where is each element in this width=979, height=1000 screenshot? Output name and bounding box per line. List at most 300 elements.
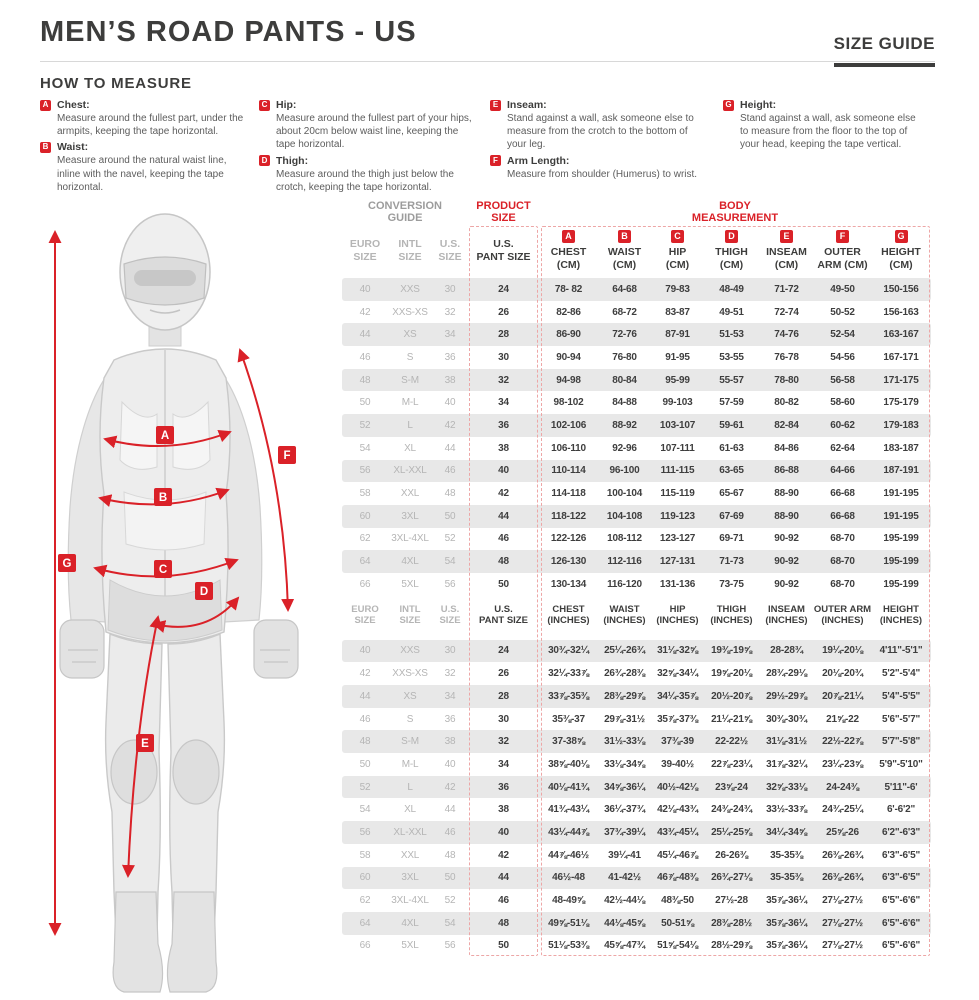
table-cell: 53-55 xyxy=(719,351,744,363)
measure-item-head xyxy=(490,99,709,111)
table-cell: 34¼-35⅞ xyxy=(657,690,698,702)
table-cell: 44⅞-46½ xyxy=(548,849,589,861)
how-to-measure-heading: HOW TO MEASURE xyxy=(40,75,192,92)
table-cell: 46 xyxy=(444,826,456,838)
table-cell: 112-116 xyxy=(607,556,642,568)
table-cell: 46 xyxy=(359,713,371,725)
table-cell: 38 xyxy=(498,804,509,816)
table-cell: 30 xyxy=(444,283,456,295)
table-cell: XXS-XS xyxy=(392,306,428,318)
table-cell: 36 xyxy=(444,713,456,725)
table-cell: 48⅜-50 xyxy=(661,895,694,907)
table-cell: 23¼-23⅝ xyxy=(822,758,863,770)
conversion-guide-header: CONVERSION GUIDE xyxy=(368,200,442,225)
table-cell: 65-67 xyxy=(719,488,744,500)
table-row xyxy=(342,505,931,528)
table-cell: 20⅞-21¼ xyxy=(822,690,863,702)
table-cell: 95-99 xyxy=(665,374,690,386)
table-cell: 44 xyxy=(444,442,456,454)
figure-label-arm: F xyxy=(283,450,291,462)
table-cell: 4XL xyxy=(401,917,419,929)
table-cell: 84-88 xyxy=(612,397,637,409)
table-cell: XL xyxy=(404,442,416,454)
table-row xyxy=(342,685,931,708)
table-cell: 42 xyxy=(359,306,371,318)
table-cell: 84-86 xyxy=(774,442,799,454)
table-row xyxy=(342,437,931,460)
column-header-line2: SIZE xyxy=(354,615,376,627)
table-cell: 42½-44⅛ xyxy=(604,895,645,907)
column-header xyxy=(388,238,432,268)
table-cell: 36 xyxy=(444,351,456,363)
table-cell: XL-XXL xyxy=(393,826,427,838)
table-cell: 64-66 xyxy=(830,465,855,477)
table-cell: 42 xyxy=(444,419,456,431)
table-cell: 22-22½ xyxy=(715,736,748,748)
table-cell: 59-61 xyxy=(719,419,744,431)
figure-label-waist: B xyxy=(158,492,168,504)
table-cell: 30 xyxy=(498,713,509,725)
table-cell: S xyxy=(406,713,414,725)
table-cell: 28½-29⅞ xyxy=(711,940,752,952)
column-header-line2: (CM) xyxy=(556,258,581,271)
size-table-rows xyxy=(342,228,931,957)
table-cell: 34¼-34⅝ xyxy=(766,826,807,838)
table-cell: S xyxy=(406,351,414,363)
measure-item-text: Measure around the fullest part, under the armpits, keeping the tape horizontal. xyxy=(57,113,244,138)
table-cell: 40 xyxy=(444,758,456,770)
table-cell: 76-80 xyxy=(612,351,637,363)
table-cell: 35-35⅜ xyxy=(770,849,803,861)
column-header-line2: (INCHES) xyxy=(547,615,590,627)
table-row xyxy=(342,708,931,731)
column-header-line1: HIP xyxy=(669,603,686,615)
column-header xyxy=(814,604,871,631)
table-cell: 104-108 xyxy=(606,510,643,522)
table-cell: L xyxy=(407,419,413,431)
measure-item-head xyxy=(723,99,926,111)
product-size-header: PRODUCT SIZE xyxy=(476,200,531,225)
table-cell: 130-134 xyxy=(550,578,587,590)
figure-label-thigh: D xyxy=(199,586,209,598)
table-cell: 32⅝-33⅛ xyxy=(766,781,807,793)
table-cell: 86-88 xyxy=(774,465,799,477)
column-header xyxy=(704,230,759,276)
table-cell: 27⅛-27½ xyxy=(822,895,863,907)
table-cell: 36 xyxy=(498,419,509,431)
table-cell: 50 xyxy=(359,397,371,409)
table-cell: 26⅜-26¾ xyxy=(822,849,863,861)
table-cell: 88-90 xyxy=(774,488,799,500)
table-cell: 46 xyxy=(359,351,371,363)
table-cell: XL xyxy=(404,804,416,816)
table-cell: 31⅛-31½ xyxy=(766,736,807,748)
table-cell: 72-74 xyxy=(774,306,799,318)
table-cell: 83-87 xyxy=(665,306,690,318)
column-header-line2: (INCHES) xyxy=(821,615,864,627)
column-header-line2: SIZE xyxy=(399,615,421,627)
letter-badge-e: E xyxy=(780,230,793,243)
column-header xyxy=(539,604,598,631)
column-header-line1: EURO xyxy=(349,238,381,251)
column-header-line2: (INCHES) xyxy=(603,615,646,627)
table-cell: 35⅞-36¼ xyxy=(766,895,807,907)
table-cell: 91-95 xyxy=(665,351,690,363)
table-cell: 66-68 xyxy=(830,510,855,522)
table-cell: 195-199 xyxy=(883,556,919,568)
measure-item-text: Measure from shoulder (Humerus) to wrist. xyxy=(507,168,698,180)
column-header-line2: (INCHES) xyxy=(879,615,923,627)
letter-badge-f: F xyxy=(836,230,849,243)
table-cell: 98-102 xyxy=(553,397,584,409)
table-cell: 60 xyxy=(359,510,371,522)
table-cell: 50 xyxy=(444,872,456,884)
table-cell: 119-123 xyxy=(660,510,695,522)
table-cell: 44 xyxy=(359,329,371,341)
table-cell: 6'-6'2" xyxy=(886,804,916,816)
column-header-line2: PANT SIZE xyxy=(479,615,528,627)
table-cell: 5'4"-5'5" xyxy=(881,690,920,702)
table-cell: 99-103 xyxy=(662,397,693,409)
table-row xyxy=(342,550,931,573)
table-cell: 57-59 xyxy=(719,397,744,409)
table-cell: 40 xyxy=(444,397,456,409)
table-cell: 33½-33⅞ xyxy=(766,804,807,816)
table-cell: 66 xyxy=(359,940,371,952)
table-cell: 50-51⅝ xyxy=(661,917,694,929)
column-header-line2: SIZE xyxy=(398,250,422,263)
table-cell: 42 xyxy=(498,488,509,500)
table-cell: 52-54 xyxy=(830,329,855,341)
table-cell: 36¼-37¾ xyxy=(604,804,645,816)
table-cell: S-M xyxy=(401,736,419,748)
table-cell: 55-57 xyxy=(719,374,744,386)
table-cell: 118-122 xyxy=(551,510,586,522)
column-header-line1: U.S. xyxy=(439,238,461,251)
table-cell: 41-42½ xyxy=(608,872,641,884)
table-cell: 51-53 xyxy=(719,329,744,341)
table-cell: XXS xyxy=(400,283,420,295)
table-cell: 6'3"-6'5" xyxy=(881,872,920,884)
table-cell: 38⅝-40⅛ xyxy=(548,758,589,770)
measure-item-title: Inseam: xyxy=(507,99,547,111)
table-cell: 24¾-25¼ xyxy=(822,804,863,816)
table-cell: 30 xyxy=(444,645,456,657)
table-cell: XXL xyxy=(400,849,420,861)
letter-badge-c: C xyxy=(671,230,684,243)
table-cell: 26 xyxy=(498,306,509,318)
table-cell: 22½-22⅞ xyxy=(822,736,863,748)
table-cell: 94-98 xyxy=(556,374,581,386)
table-cell: 19⅝-20⅛ xyxy=(711,668,752,680)
table-cell: 123-127 xyxy=(659,533,696,545)
table-cell: S-M xyxy=(401,374,419,386)
table-cell: 56 xyxy=(359,465,371,477)
table-cell: 3XL xyxy=(401,510,419,522)
table-cell: 195-199 xyxy=(883,533,919,545)
table-cell: 34 xyxy=(444,329,456,341)
table-cell: 71-73 xyxy=(719,556,744,568)
column-header xyxy=(759,230,814,276)
column-header xyxy=(871,230,931,276)
table-cell: 27½-28 xyxy=(715,895,748,907)
table-group-header-row xyxy=(342,198,931,228)
table-cell: 60-62 xyxy=(830,419,855,431)
table-cell: 110-114 xyxy=(551,465,586,477)
table-cell: 52 xyxy=(359,419,371,431)
table-cell: 25¼-26¾ xyxy=(604,645,645,657)
table-cell: 34 xyxy=(498,758,509,770)
table-row xyxy=(342,482,931,505)
measure-item-title: Thigh: xyxy=(276,154,309,167)
table-cell: 163-167 xyxy=(883,329,919,341)
table-cell: 36 xyxy=(498,781,509,793)
table-cell: 43¼-44⅞ xyxy=(548,826,589,838)
table-cell: 56 xyxy=(359,826,371,838)
table-cell: 56-58 xyxy=(830,374,855,386)
measure-item-head xyxy=(40,99,245,111)
table-cell: 87-91 xyxy=(665,329,690,341)
table-cell: 49⅝-51⅛ xyxy=(548,917,589,929)
column-header-line2: (INCHES) xyxy=(710,615,753,627)
table-cell: 48 xyxy=(359,374,371,386)
table-cell: 48-49 xyxy=(719,283,744,295)
table-cell: 37⅜-39 xyxy=(661,736,694,748)
column-header-line1: HIP xyxy=(668,246,687,259)
table-cell: 37-38⅝ xyxy=(552,736,585,748)
table-cell: 24-24⅜ xyxy=(826,781,859,793)
table-cell: 40 xyxy=(498,465,509,477)
table-cell: 54 xyxy=(359,804,371,816)
table-cell: 42 xyxy=(359,668,371,680)
measure-item-hip xyxy=(259,99,476,152)
measure-grid xyxy=(40,99,940,197)
size-table xyxy=(342,198,931,958)
column-header xyxy=(759,604,814,631)
table-cell: 21¼-21⅝ xyxy=(711,713,752,725)
table-cell: 51⅝-54⅛ xyxy=(657,940,698,952)
table-cell: 28¾-29⅛ xyxy=(766,668,807,680)
column-header xyxy=(432,604,468,631)
table-cell: 78- 82 xyxy=(554,283,583,295)
table-cell: 26-26⅜ xyxy=(715,849,748,861)
table-cell: 71-72 xyxy=(774,283,799,295)
table-cell: 40 xyxy=(498,826,509,838)
table-header-row xyxy=(342,228,931,278)
column-header-line2: (INCHES) xyxy=(765,615,808,627)
column-header-line1: EURO xyxy=(351,603,379,615)
table-row xyxy=(342,528,931,551)
header-divider xyxy=(40,61,935,62)
table-cell: 63-65 xyxy=(719,465,744,477)
measure-item-text: Measure around the fullest part of your hips, about 20cm below waist line, keeping the tape horizontal. xyxy=(276,113,472,151)
table-cell: 107-111 xyxy=(660,442,695,454)
table-cell: M-L xyxy=(401,397,419,409)
table-cell: 26¾-27⅛ xyxy=(711,872,752,884)
table-cell: 50 xyxy=(498,578,509,590)
table-cell: 69-71 xyxy=(719,533,744,545)
column-header xyxy=(468,238,539,268)
table-cell: 73-75 xyxy=(719,578,744,590)
table-cell: 90-92 xyxy=(774,533,799,545)
table-cell: 126-130 xyxy=(550,556,587,568)
letter-badge-g: G xyxy=(895,230,908,243)
table-row xyxy=(342,821,931,844)
table-cell: 31⅞-32¼ xyxy=(766,758,807,770)
table-cell: 111-115 xyxy=(660,465,695,477)
table-row xyxy=(342,460,931,483)
column-header-line1: CHEST xyxy=(550,246,587,259)
table-cell: 54 xyxy=(444,556,456,568)
table-cell: 35⅞-37⅜ xyxy=(657,713,698,725)
measure-item-text: Stand against a wall, ask someone else to measure from the floor to the top of your head, keeping the tape vertical. xyxy=(740,113,916,151)
column-header-line1: WAIST xyxy=(609,603,640,615)
table-cell: 46 xyxy=(498,533,509,545)
column-header-line1: INTL xyxy=(398,238,422,251)
table-cell: 44 xyxy=(359,690,371,702)
measure-item-title: Arm Length: xyxy=(507,154,570,167)
column-header-line2: (CM) xyxy=(612,258,637,271)
table-cell: 44⅛-45⅝ xyxy=(604,917,645,929)
table-cell: 54 xyxy=(444,917,456,929)
table-cell: 34 xyxy=(498,397,509,409)
table-cell: 67-69 xyxy=(719,510,744,522)
table-cell: 30 xyxy=(498,351,509,363)
column-header xyxy=(342,604,388,631)
table-cell: 68-72 xyxy=(612,306,637,318)
table-row xyxy=(342,573,931,596)
measure-item-height xyxy=(723,99,926,152)
table-cell: XXS-XS xyxy=(392,668,428,680)
table-header-row xyxy=(342,596,931,640)
table-cell: 34 xyxy=(444,690,456,702)
measure-item-thigh xyxy=(259,155,476,194)
letter-badge-d: D xyxy=(259,155,270,166)
letter-badge-e: E xyxy=(490,100,501,111)
table-cell: 79-83 xyxy=(665,283,690,295)
table-cell: 46⅞-48⅜ xyxy=(657,872,698,884)
table-cell: XXS xyxy=(400,645,420,657)
table-cell: 43¾-45¼ xyxy=(657,826,698,838)
column-header-line1: INSEAM xyxy=(768,603,805,615)
size-guide-tab[interactable]: SIZE GUIDE xyxy=(834,34,935,67)
table-cell: 22⅞-23¼ xyxy=(711,758,752,770)
table-cell: 52 xyxy=(444,533,456,545)
column-header xyxy=(468,604,539,631)
column-header xyxy=(598,604,651,631)
table-cell: 5'9"-5'10" xyxy=(879,758,923,770)
column-header xyxy=(871,604,931,631)
column-header-line2: PANT SIZE xyxy=(476,250,531,263)
table-cell: 3XL-4XL xyxy=(391,533,429,545)
column-header-line2: SIZE xyxy=(353,250,377,263)
table-row xyxy=(342,278,931,301)
table-cell: 35⅞-36¼ xyxy=(766,940,807,952)
table-cell: 5'7"-5'8" xyxy=(881,736,920,748)
table-cell: 46 xyxy=(498,895,509,907)
letter-badge-a: A xyxy=(562,230,575,243)
measure-item-text: Stand against a wall, ask someone else to measure from the crotch to the bottom of your leg. xyxy=(507,113,694,151)
measure-item-waist xyxy=(40,141,245,194)
table-cell: 54-56 xyxy=(830,351,855,363)
measure-item-text: Measure around the thigh just below the crotch, keeping the tape horizontal. xyxy=(276,168,454,193)
table-cell: 62 xyxy=(359,895,371,907)
table-cell: XS xyxy=(403,690,417,702)
table-cell: 21⅝-22 xyxy=(826,713,859,725)
table-cell: 179-183 xyxy=(883,419,919,431)
table-cell: 90-92 xyxy=(774,578,799,590)
column-header-line1: CHEST xyxy=(552,603,585,615)
table-cell: 5'6"-5'7" xyxy=(881,713,920,725)
table-cell: 80-82 xyxy=(774,397,799,409)
table-cell: 4'11"-5'1" xyxy=(879,645,923,657)
table-cell: 32 xyxy=(444,668,456,680)
rider-silhouette-graphic xyxy=(60,214,298,992)
table-cell: 40 xyxy=(359,645,371,657)
table-row xyxy=(342,301,931,324)
table-cell: 150-156 xyxy=(883,283,919,295)
table-cell: 48-49⅝ xyxy=(552,895,585,907)
table-cell: 88-90 xyxy=(774,510,799,522)
table-cell: 41¾-43¼ xyxy=(548,804,589,816)
table-cell: 86-90 xyxy=(556,329,581,341)
table-cell: 29⅞-31½ xyxy=(604,713,645,725)
table-cell: 80-84 xyxy=(612,374,637,386)
table-cell: 19¼-20⅛ xyxy=(822,645,863,657)
rider-measurement-figure xyxy=(18,192,340,1000)
table-row xyxy=(342,662,931,685)
table-cell: 45¼-46⅞ xyxy=(657,849,698,861)
table-cell: 102-106 xyxy=(550,419,587,431)
measure-item-chest xyxy=(40,99,245,138)
table-cell: 52 xyxy=(444,895,456,907)
table-cell: 6'2"-6'3" xyxy=(881,826,920,838)
table-cell: 42 xyxy=(444,781,456,793)
table-cell: 106-110 xyxy=(551,442,586,454)
table-cell: 64 xyxy=(359,556,371,568)
column-header-line2: (CM) xyxy=(665,258,690,271)
table-cell: 88-92 xyxy=(612,419,637,431)
table-cell: 37¾-39¼ xyxy=(604,826,645,838)
column-header xyxy=(651,604,704,631)
table-cell: 44 xyxy=(498,872,509,884)
table-cell: 115-119 xyxy=(660,488,695,500)
table-cell: 31⅛-32⅝ xyxy=(657,645,698,657)
table-cell: 60 xyxy=(359,872,371,884)
table-cell: XL-XXL xyxy=(393,465,427,477)
table-cell: 40⅛-41¾ xyxy=(548,781,589,793)
column-header-line1: OUTER ARM xyxy=(813,603,872,615)
table-cell: 171-175 xyxy=(883,374,919,386)
table-cell: 191-195 xyxy=(883,488,919,500)
measure-item-head xyxy=(259,155,476,167)
table-cell: 28 xyxy=(498,329,509,341)
table-cell: 24 xyxy=(498,645,509,657)
table-cell: 54 xyxy=(359,442,371,454)
table-cell: 32 xyxy=(498,736,509,748)
table-cell: 78-80 xyxy=(774,374,799,386)
table-cell: 66 xyxy=(359,578,371,590)
column-header-line2: (CM) xyxy=(719,258,744,271)
figure-label-chest: A xyxy=(160,430,170,442)
table-row xyxy=(342,753,931,776)
column-header-line1: HEIGHT xyxy=(883,603,919,615)
table-cell: 92-96 xyxy=(612,442,637,454)
table-cell: 44 xyxy=(444,804,456,816)
table-cell: 108-112 xyxy=(607,533,642,545)
table-cell: 62-64 xyxy=(830,442,855,454)
table-cell: 90-92 xyxy=(774,556,799,568)
